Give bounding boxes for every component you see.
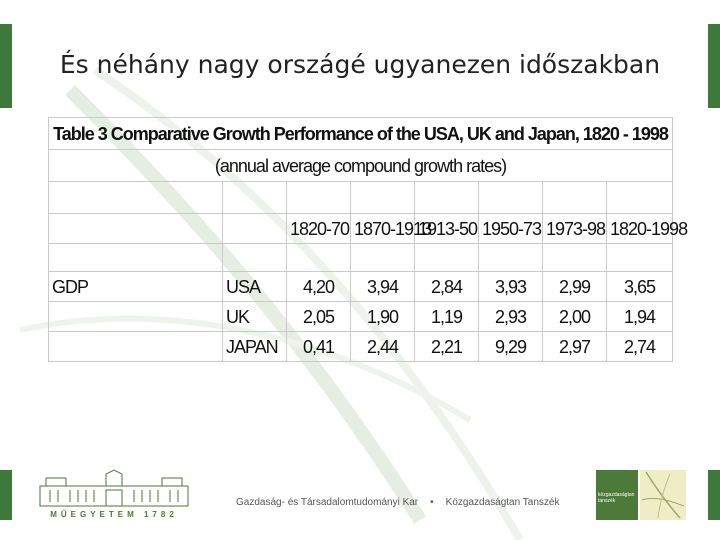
metric-label: GDP (49, 272, 223, 302)
empty-cell (49, 214, 223, 244)
empty-cell (479, 182, 543, 214)
empty-cell (543, 244, 607, 272)
table-row (49, 332, 673, 362)
growth-value: 2,21 (415, 332, 479, 362)
period-header: 1973-98 (543, 214, 607, 244)
empty-cell (49, 302, 223, 332)
empty-cell (49, 244, 223, 272)
growth-value: 3,94 (351, 272, 415, 302)
empty-cell (49, 182, 223, 214)
table-subtitle: (annual average compound growth rates) (49, 150, 673, 182)
empty-cell (287, 182, 351, 214)
table-row (49, 302, 673, 332)
right-accent-bar-bottom (708, 470, 720, 520)
department-name: Közgazdaságtan Tanszék (445, 497, 560, 508)
faculty-name: Gazdaság- és Társadalomtudományi Kar (236, 497, 419, 508)
country-label: USA (223, 272, 287, 302)
growth-value: 1,90 (351, 302, 415, 332)
footer-separator: • (430, 497, 434, 508)
empty-cell (351, 244, 415, 272)
period-header: 1870-1913 (351, 214, 415, 244)
growth-value: 1,94 (607, 302, 673, 332)
empty-cell (607, 244, 673, 272)
growth-value: 2,05 (287, 302, 351, 332)
growth-table-image (48, 117, 688, 373)
empty-cell (607, 182, 673, 214)
country-label: UK (223, 302, 287, 332)
country-label: JAPAN (223, 332, 287, 362)
growth-value: 2,93 (479, 302, 543, 332)
empty-cell (479, 244, 543, 272)
growth-value: 2,00 (543, 302, 607, 332)
growth-value: 3,93 (479, 272, 543, 302)
empty-cell (543, 182, 607, 214)
muegyetem-logo (36, 470, 192, 520)
left-accent-bar-bottom (0, 470, 12, 520)
empty-cell (415, 182, 479, 214)
period-header: 1913-50 (415, 214, 479, 244)
swirl-logo (640, 470, 686, 520)
logo-text: MŰEGYETEM 1782 (50, 510, 178, 519)
empty-cell (287, 244, 351, 272)
department-logo-text: közgazdaságtan tanszék (598, 492, 635, 504)
growth-value: 2,84 (415, 272, 479, 302)
growth-value: 9,29 (479, 332, 543, 362)
empty-cell (351, 182, 415, 214)
growth-value: 2,74 (607, 332, 673, 362)
empty-cell (415, 244, 479, 272)
footer-institution (236, 497, 559, 508)
growth-value: 1,19 (415, 302, 479, 332)
slide-title: És néhány nagy országé ugyanezen időszakban (59, 50, 661, 79)
table-row (49, 272, 673, 302)
swirl-icon (640, 470, 686, 520)
empty-cell (223, 214, 287, 244)
empty-cell (49, 332, 223, 362)
growth-value: 2,99 (543, 272, 607, 302)
growth-value: 3,65 (607, 272, 673, 302)
growth-value: 2,97 (543, 332, 607, 362)
period-header: 1950-73 (479, 214, 543, 244)
table-title: Table 3 Comparative Growth Performance of the USA, UK and Japan, 1820 - 1998 (49, 118, 673, 150)
growth-value: 0,41 (287, 332, 351, 362)
period-header: 1820-1998 (607, 214, 673, 244)
empty-cell (223, 182, 287, 214)
department-logo-box (596, 470, 638, 520)
growth-value: 4,20 (287, 272, 351, 302)
period-header-row (49, 214, 673, 244)
empty-cell (223, 244, 287, 272)
period-header: 1820-70 (287, 214, 351, 244)
growth-table (48, 117, 688, 362)
growth-value: 2,44 (351, 332, 415, 362)
